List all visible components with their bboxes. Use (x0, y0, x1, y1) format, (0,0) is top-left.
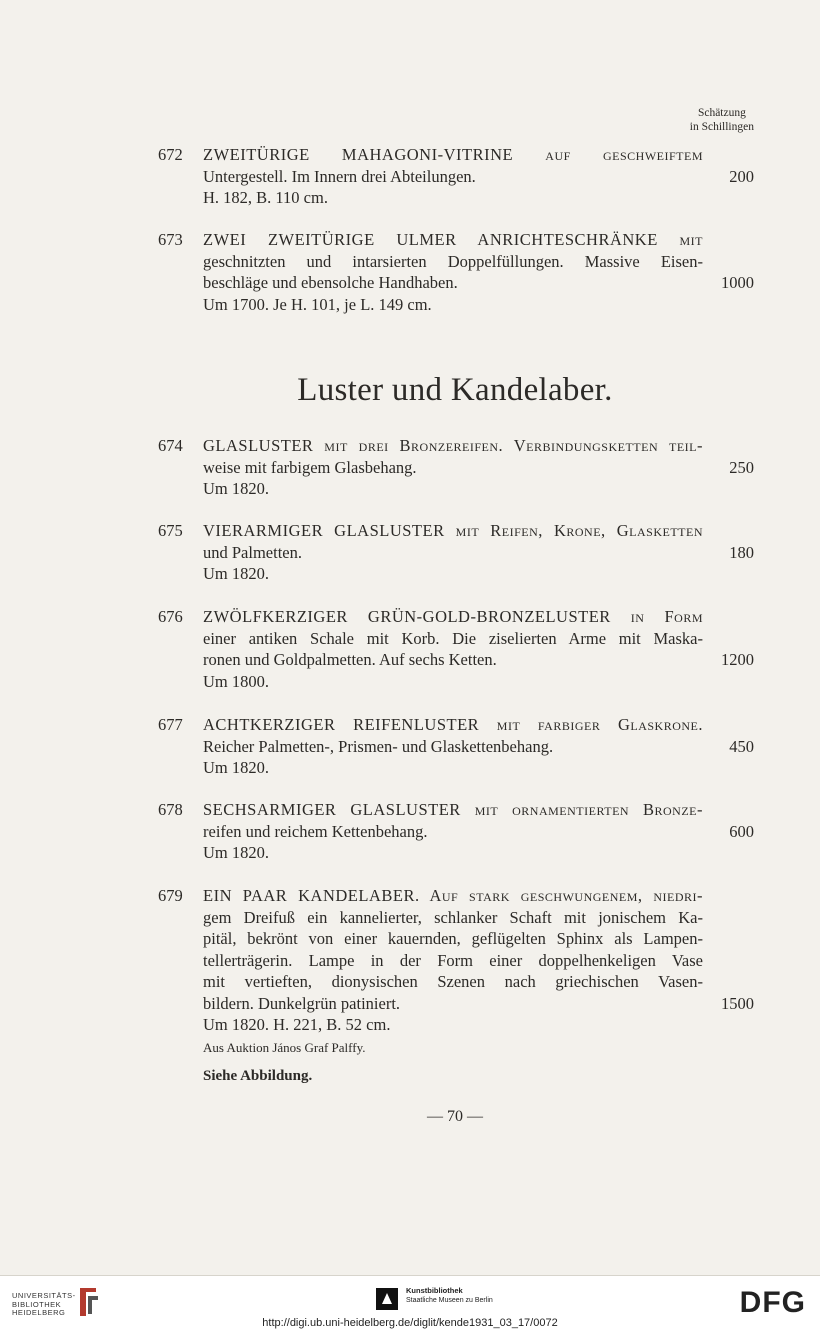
estimate-header-line2: in Schillingen (689, 121, 754, 133)
provenance-note: Aus Auktion János Graf Palffy. (203, 1039, 366, 1055)
catalog-entry-679 (158, 885, 754, 1086)
kb-line1: Kunstbibliothek (406, 1286, 463, 1295)
entry-price: 250 (729, 457, 754, 477)
entry-line: Um 1820. H. 221, B. 52 cm. (203, 1015, 391, 1034)
entry-line: SECHSARMIGER GLASLUSTER mit ornamentierten Bronze- (203, 800, 703, 819)
catalog-entry-677 (158, 714, 754, 779)
entry-line: ZWEITÜRIGE MAHAGONI-VITRINE auf geschweiftem (203, 145, 703, 164)
entry-line: und Palmetten. (203, 542, 302, 562)
entry-line: gem Dreifuß ein kannelierter, schlanker Schaft mit jonischem Ka- (203, 907, 703, 927)
entry-price: 180 (729, 542, 754, 562)
catalog-entry-673 (158, 229, 754, 315)
entry-number: 676 (158, 607, 183, 626)
entry-line: EIN PAAR KANDELABER. Auf stark geschwungenem, niedri- (203, 886, 703, 905)
entry-number: 673 (158, 230, 183, 249)
catalog-entry-678 (158, 799, 754, 864)
entry-line: mit vertieften, dionysischen Szenen nach griechischen Vasen- (203, 972, 703, 991)
entry-price: 1000 (721, 273, 754, 292)
entry-line: Um 1820. (203, 843, 269, 862)
entry-price: 200 (729, 166, 754, 186)
entry-price: 600 (729, 821, 754, 841)
dfg-logo: DFG (739, 1286, 806, 1319)
section-title: Luster und Kandelaber. (297, 372, 613, 408)
kb-line2: Staatliche Museen zu Berlin (406, 1297, 493, 1304)
entry-line: GLASLUSTER mit drei Bronzereifen. Verbindungsketten teil- (203, 436, 703, 455)
entry-line: H. 182, B. 110 cm. (203, 188, 328, 207)
kunstbibliothek-logo-text (406, 1286, 493, 1306)
entry-line: beschläge und ebensolche Handhaben. (203, 273, 458, 292)
catalog-entry-674 (158, 435, 754, 500)
entry-line: ZWÖLFKERZIGER GRÜN-GOLD-BRONZELUSTER in Form (203, 607, 703, 626)
entry-line: ZWEI ZWEITÜRIGE ULMER ANRICHTESCHRÄNKE mit (203, 230, 703, 249)
uni-line1: UNIVERSITÄTS- (12, 1291, 76, 1300)
entry-line: Um 1820. (203, 479, 269, 498)
entry-line: weise mit farbigem Glasbehang. (203, 457, 417, 477)
page-number: — 70 — (427, 1108, 483, 1125)
entry-price: 1500 (721, 993, 754, 1013)
entry-line: Untergestell. Im Innern drei Abteilungen. (203, 166, 476, 186)
heidelberg-seal-icon (76, 1286, 100, 1318)
entry-line: ACHTKERZIGER REIFENLUSTER mit farbiger Glaskrone. (203, 715, 703, 734)
kunstbibliothek-logo-icon (376, 1288, 398, 1310)
estimate-column-header (690, 106, 754, 134)
catalog-entry-672 (158, 144, 754, 209)
entry-number: 675 (158, 521, 183, 540)
entry-line: Um 1700. Je H. 101, je L. 149 cm. (203, 294, 432, 314)
entry-line: reifen und reichem Kettenbehang. (203, 821, 428, 841)
entry-line: bildern. Dunkelgrün patiniert. (203, 993, 401, 1013)
catalog-entry-675 (158, 520, 754, 585)
entry-line: pitäl, bekrönt von einer kauernden, geflügelten Sphinx als Lampen- (203, 929, 703, 948)
catalog-entry-676 (158, 606, 754, 692)
entry-line: Um 1800. (203, 671, 269, 691)
entry-number: 677 (158, 715, 183, 734)
estimate-header-line1: Schätzung (697, 107, 746, 119)
entry-number: 674 (158, 436, 183, 455)
entry-price: 1200 (721, 650, 754, 669)
entry-line: Reicher Palmetten-, Prismen- und Glaskettenbehang. (203, 736, 554, 756)
source-url[interactable]: http://digi.ub.uni-heidelberg.de/diglit/kende1931_03_17/0072 (262, 1317, 558, 1329)
entry-line: VIERARMIGER GLASLUSTER mit Reifen, Krone, Glasketten (203, 521, 703, 540)
entry-number: 679 (158, 886, 183, 905)
entry-line: Um 1820. (203, 564, 269, 583)
uni-line3: HEIDELBERG (12, 1308, 66, 1317)
uni-line2: BIBLIOTHEK (12, 1299, 62, 1309)
entry-line: tellerträgerin. Lampe in der Form einer doppelhenkeligen Vase (203, 950, 703, 970)
entry-number: 678 (158, 800, 183, 819)
entry-line: einer antiken Schale mit Korb. Die ziselierten Arme mit Maska- (203, 628, 703, 648)
entry-line: Um 1820. (203, 758, 269, 777)
illustration-note: Siehe Abbildung. (203, 1067, 313, 1084)
entry-line: ronen und Goldpalmetten. Auf sechs Ketten. (203, 650, 497, 669)
entry-price: 450 (729, 736, 754, 756)
university-library-logo-text (12, 1292, 76, 1318)
entry-number: 672 (158, 145, 183, 164)
entry-line: geschnitzten und intarsierten Doppelfüllungen. Massive Eisen- (203, 251, 703, 271)
